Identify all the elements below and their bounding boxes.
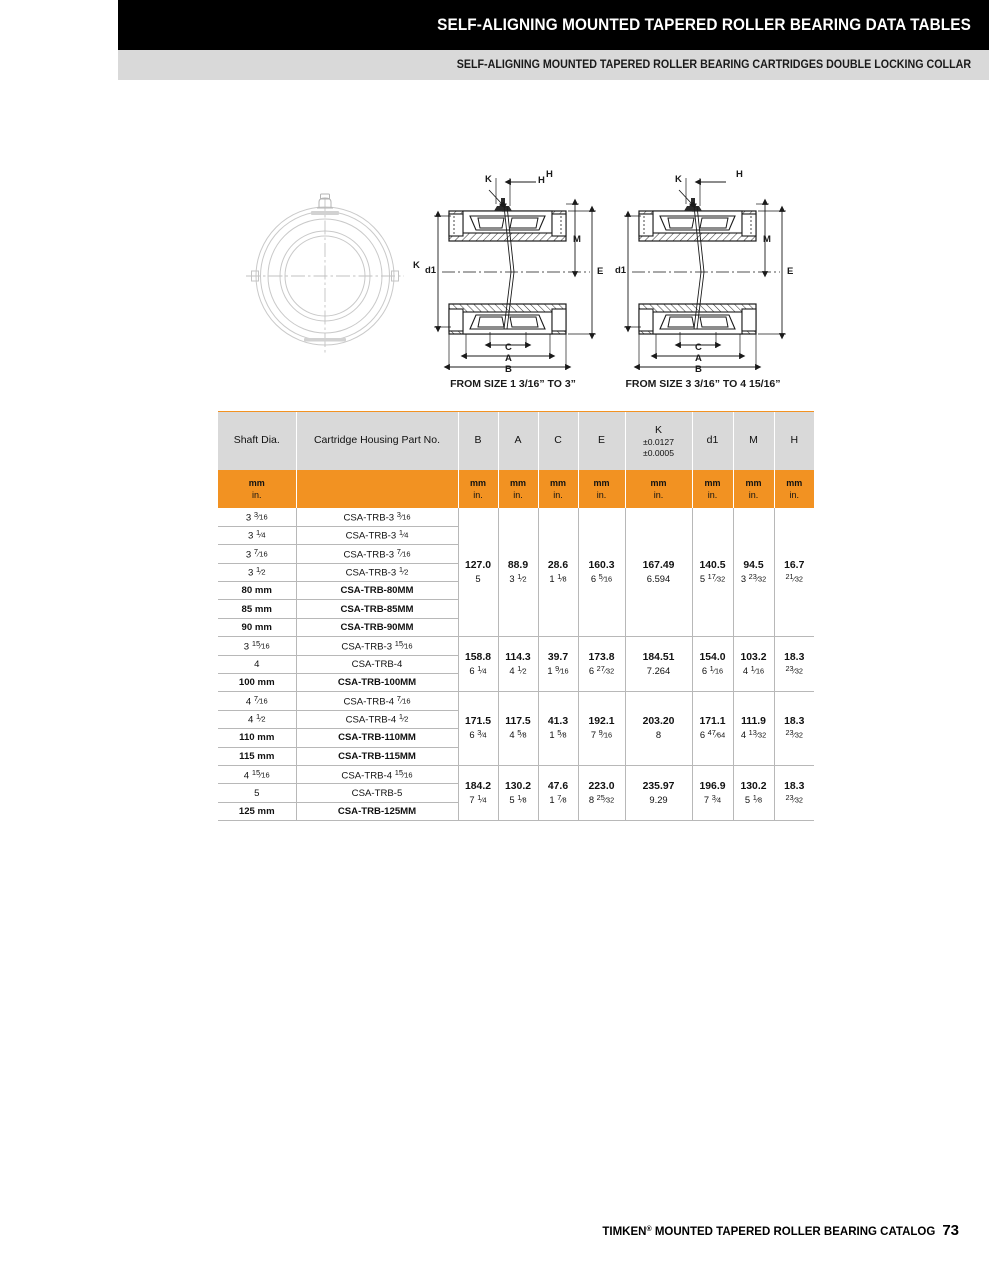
cell-shaft-dia: 110 mm (218, 729, 296, 747)
unit-mm: mm (745, 477, 762, 488)
dim-label-K-1: K (485, 174, 492, 185)
cell-shaft-dia: 3 $^{15}$⁄16 (218, 637, 296, 655)
unit-mm: mm (786, 477, 803, 488)
cross-section-diagram-1 (413, 164, 608, 384)
cell-part-no: CSA-TRB-4 $^1$⁄2 (296, 710, 458, 728)
unit-mm: mm (593, 477, 610, 488)
cell-b: 171.5 6 $^3$⁄4 (458, 692, 498, 766)
unit-in: in. (473, 490, 483, 500)
cell-e: 173.8 6 $^{27}$⁄32 (578, 637, 625, 692)
cell-m: 130.2 5 $^1$⁄8 (733, 765, 774, 820)
dim-label-M-2: M (763, 234, 771, 245)
cell-part-no: CSA-TRB-115MM (296, 747, 458, 765)
dim-label-d1-1: d1 (425, 265, 437, 276)
cell-shaft-dia: 5 (218, 784, 296, 802)
unit-in: in. (553, 490, 563, 500)
col-header-K-letter: K (654, 423, 662, 436)
unit-in: in. (653, 490, 664, 500)
cell-c: 41.3 1 $^5$⁄8 (538, 692, 578, 766)
units-part-no-blank (296, 470, 458, 508)
cell-shaft-dia: 85 mm (218, 600, 296, 618)
dim-label-E-2: E (787, 266, 794, 277)
table-row (218, 508, 814, 526)
unit-mm: mm (704, 477, 721, 488)
cross-section-diagram-2 (608, 164, 798, 384)
cell-part-no: CSA-TRB-100MM (296, 674, 458, 692)
cell-d1: 140.5 5 $^{17}$⁄32 (692, 508, 733, 637)
units-C (538, 470, 578, 508)
dim-label-B-2: B (695, 364, 702, 375)
dim-label-K-2: K (675, 174, 682, 185)
table-body (218, 508, 814, 821)
cell-shaft-dia: 125 mm (218, 802, 296, 820)
cell-part-no: CSA-TRB-3 $^{15}$⁄16 (296, 637, 458, 655)
unit-mm: mm (650, 477, 667, 488)
dim-label-E-1: E (597, 266, 604, 277)
units-B (458, 470, 498, 508)
dim-label-A-1: A (505, 353, 512, 364)
units-shaft-dia (218, 470, 296, 508)
cell-a: 117.5 4 $^5$⁄8 (498, 692, 538, 766)
unit-in: in. (251, 490, 262, 500)
cell-part-no: CSA-TRB-3 $^1$⁄2 (296, 563, 458, 581)
cell-part-no: CSA-TRB-90MM (296, 618, 458, 636)
cell-shaft-dia: 3 $^7$⁄16 (218, 545, 296, 563)
cell-shaft-dia: 3 $^3$⁄16 (218, 508, 296, 526)
cell-shaft-dia: 4 (218, 655, 296, 673)
cell-part-no: CSA-TRB-125MM (296, 802, 458, 820)
table-header-row (218, 412, 814, 470)
cell-shaft-dia: 3 $^1$⁄4 (218, 526, 296, 544)
col-header-K-tol-in: ±0.0005 (642, 447, 674, 458)
unit-mm: mm (248, 477, 265, 488)
cell-a: 130.2 5 $^1$⁄8 (498, 765, 538, 820)
cell-part-no: CSA-TRB-4 $^{15}$⁄16 (296, 765, 458, 783)
table-row (218, 637, 814, 655)
figure-caption-2: FROM SIZE 3 3/16” TO 4 15/16” (625, 378, 781, 390)
cell-shaft-dia: 90 mm (218, 618, 296, 636)
cell-part-no: CSA-TRB-4 (296, 655, 458, 673)
cell-b: 158.8 6 $^1$⁄4 (458, 637, 498, 692)
footer-brand: TIMKEN (602, 1226, 647, 1238)
col-header-K (625, 412, 692, 470)
cell-shaft-dia: 115 mm (218, 747, 296, 765)
figure-caption-1: FROM SIZE 1 3/16” TO 3” (450, 378, 576, 390)
col-header-A: A (498, 412, 538, 470)
col-header-d1: d1 (692, 412, 733, 470)
footer-catalog-text: MOUNTED TAPERED ROLLER BEARING CATALOG (651, 1226, 936, 1238)
data-table-wrapper (218, 412, 814, 821)
units-K (625, 470, 692, 508)
cell-m: 94.5 3 $^{23}$⁄32 (733, 508, 774, 637)
col-header-E: E (578, 412, 625, 470)
col-header-M: M (733, 412, 774, 470)
units-E (578, 470, 625, 508)
units-A (498, 470, 538, 508)
dim-label-H-1: H (546, 169, 553, 180)
unit-in: in. (707, 490, 718, 500)
dim-label-B-1: B (505, 364, 512, 375)
cell-k: 235.97 9.29 (625, 765, 692, 820)
cell-h: 18.3 $^{23}$⁄32 (774, 765, 814, 820)
cell-part-no: CSA-TRB-3 $^7$⁄16 (296, 545, 458, 563)
cell-b: 127.0 5 (458, 508, 498, 637)
page-number: 73 (942, 1222, 959, 1239)
cell-a: 88.9 3 $^1$⁄2 (498, 508, 538, 637)
cell-e: 160.3 6 $^5$⁄16 (578, 508, 625, 637)
unit-in: in. (789, 490, 799, 500)
units-H (774, 470, 814, 508)
cell-part-no: CSA-TRB-85MM (296, 600, 458, 618)
table-units-row (218, 470, 814, 508)
cell-b: 184.2 7 $^1$⁄4 (458, 765, 498, 820)
cell-k: 203.20 8 (625, 692, 692, 766)
dim-label-H: H (538, 175, 545, 186)
table-row (218, 692, 814, 710)
cell-d1: 171.1 6 $^{47}$⁄64 (692, 692, 733, 766)
page-header-bar (118, 0, 989, 50)
cell-part-no: CSA-TRB-5 (296, 784, 458, 802)
cell-shaft-dia: 3 $^1$⁄2 (218, 563, 296, 581)
cell-c: 47.6 1 $^7$⁄8 (538, 765, 578, 820)
cell-e: 192.1 7 $^9$⁄16 (578, 692, 625, 766)
cell-part-no: CSA-TRB-4 $^7$⁄16 (296, 692, 458, 710)
unit-mm: mm (469, 477, 486, 488)
cell-shaft-dia: 4 $^7$⁄16 (218, 692, 296, 710)
col-header-part-no: Cartridge Housing Part No. (296, 412, 458, 470)
page-subheader-bar (118, 50, 989, 80)
cell-shaft-dia: 100 mm (218, 674, 296, 692)
cell-shaft-dia: 4 $^1$⁄2 (218, 710, 296, 728)
cell-e: 223.0 8 $^{25}$⁄32 (578, 765, 625, 820)
cell-a: 114.3 4 $^1$⁄2 (498, 637, 538, 692)
col-header-shaft-dia: Shaft Dia. (218, 412, 296, 470)
registered-mark-icon: ® (646, 1226, 652, 1234)
dim-label-H-2: H (736, 169, 743, 180)
cell-part-no: CSA-TRB-110MM (296, 729, 458, 747)
cell-c: 28.6 1 $^1$⁄8 (538, 508, 578, 637)
cell-c: 39.7 1 $^9$⁄16 (538, 637, 578, 692)
figure-group (0, 150, 989, 400)
page-title: SELF-ALIGNING MOUNTED TAPERED ROLLER BEARING DATA TABLES (437, 15, 971, 34)
cell-h: 16.7 $^{21}$⁄32 (774, 508, 814, 637)
unit-mm: mm (509, 477, 526, 488)
cell-m: 103.2 4 $^1$⁄16 (733, 637, 774, 692)
dim-label-M-1: M (573, 234, 581, 245)
units-d1 (692, 470, 733, 508)
dim-label-K: K (413, 260, 420, 271)
cell-d1: 154.0 6 $^1$⁄16 (692, 637, 733, 692)
bearing-data-table (218, 412, 814, 821)
col-header-B: B (458, 412, 498, 470)
bearing-end-view-diagram (240, 190, 410, 360)
dim-label-C-2: C (695, 342, 702, 353)
page-subtitle: SELF-ALIGNING MOUNTED TAPERED ROLLER BEARING CARTRIDGES DOUBLE LOCKING COLLAR (456, 59, 971, 71)
cell-shaft-dia: 4 $^{15}$⁄16 (218, 765, 296, 783)
cell-k: 167.49 6.594 (625, 508, 692, 637)
col-header-H: H (774, 412, 814, 470)
table-row (218, 765, 814, 783)
cell-d1: 196.9 7 $^3$⁄4 (692, 765, 733, 820)
dim-label-C-1: C (505, 342, 512, 353)
unit-in: in. (748, 490, 759, 500)
cell-part-no: CSA-TRB-3 $^1$⁄4 (296, 526, 458, 544)
col-header-C: C (538, 412, 578, 470)
dim-label-d1-2: d1 (615, 265, 627, 276)
cell-part-no: CSA-TRB-80MM (296, 582, 458, 600)
cell-part-no: CSA-TRB-3 $^3$⁄16 (296, 508, 458, 526)
cell-h: 18.3 $^{23}$⁄32 (774, 637, 814, 692)
cell-m: 111.9 4 $^{13}$⁄32 (733, 692, 774, 766)
units-M (733, 470, 774, 508)
col-header-K-tol-mm: ±0.0127 (642, 436, 674, 447)
cell-h: 18.3 $^{23}$⁄32 (774, 692, 814, 766)
unit-mm: mm (549, 477, 566, 488)
cell-shaft-dia: 80 mm (218, 582, 296, 600)
page-footer (0, 1222, 959, 1239)
unit-in: in. (513, 490, 523, 500)
unit-in: in. (596, 490, 607, 500)
cell-k: 184.51 7.264 (625, 637, 692, 692)
dim-label-A-2: A (695, 353, 702, 364)
